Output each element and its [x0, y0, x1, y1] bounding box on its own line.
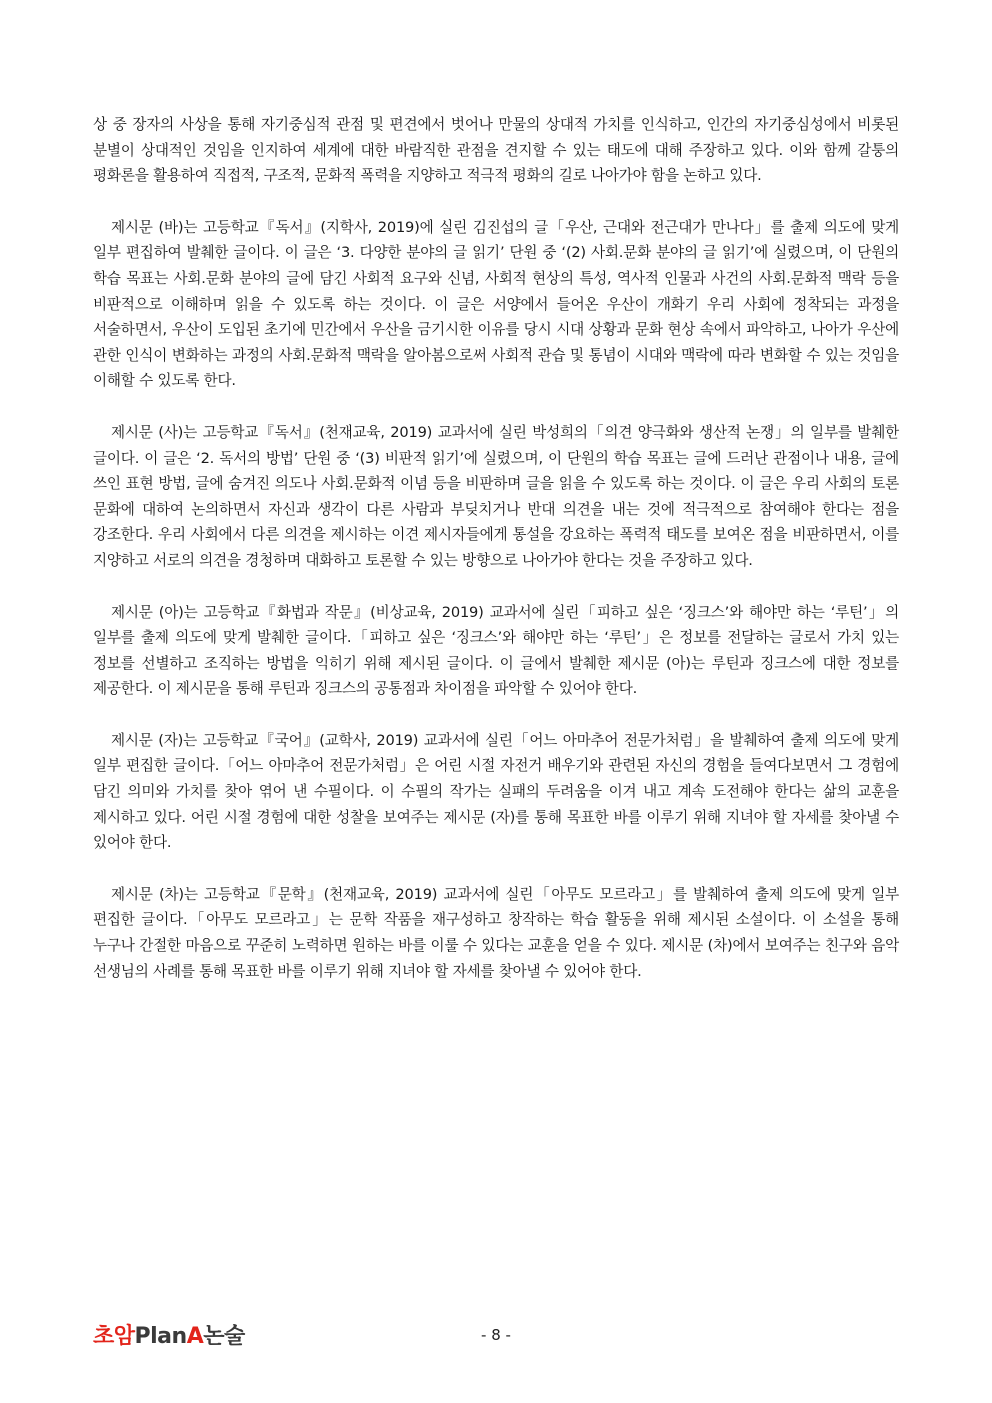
page-number: - 8 - — [481, 1326, 511, 1344]
logo-text-nonsul: 논술 — [203, 1324, 245, 1349]
paragraph-cha: 제시문 (차)는 고등학교『문학』(천재교육, 2019) 교과서에 실린「아무도 모르라고」를 발췌하여 출제 의도에 맞게 일부 편집한 글이다.「아무도 모르라고」는 문학 작품을 재구성하고 창작하는 학습 활동을 위해 제시된 소설이다. 이 소설을 통해 누구나 간절한 마음으로 꾸준히 노력하면 원하는 바를 이룰 수 있다는 교훈을 얻을 수 있다. 제시문 (차)에서 보여주는 친구와 음악 선생님의 사례를 통해 목표한 바를 이루기 위해 지녀야 할 자세를 찾아낼 수 있어야 한다. — [93, 885, 899, 980]
paragraph-ba: 제시문 (바)는 고등학교『독서』(지학사, 2019)에 실린 김진섭의 글「우산, 근대와 전근대가 만나다」를 출제 의도에 맞게 일부 편집하여 발췌한 글이다. 이 글은 ‘3. 다양한 분야의 글 읽기’ 단원 중 ‘(2) 사회.문화 분야의 글 읽기’에 실렸으며, 이 단원의 학습 목표는 사회.문화 분야의 글에 담긴 사회적 요구와 신념, 사회적 현상의 특성, 역사적 인물과 사건의 사회.문화적 맥락 등을 비판적으로 이해하며 읽을 수 있도록 하는 것이다. 이 글은 서양에서 들어온 우산이 개화기 우리 사회에 정착되는 과정을 서술하면서, 우산이 도입된 초기에 민간에서 우산을 금기시한 이유를 당시 시대 상황과 문화 현상 속에서 파악하고, 나아가 우산에 관한 인식이 변화하는 과정의 사회.문화적 맥락을 알아봄으로써 사회적 관습 및 통념이 시대와 맥락에 따라 변화할 수 있는 것임을 이해할 수 있도록 한다. — [93, 218, 899, 390]
page-footer — [93, 1322, 899, 1362]
paragraph-ja: 제시문 (자)는 고등학교『국어』(교학사, 2019) 교과서에 실린「어느 아마추어 전문가처럼」을 발췌하여 출제 의도에 맞게 일부 편집한 글이다.「어느 아마추어 전문가처럼」은 어린 시절 자전거 배우기와 관련된 자신의 경험을 들여다보면서 그 경험에 담긴 의미와 가치를 찾아 엮어 낸 수필이다. 이 수필의 작가는 실패의 두려움을 이겨 내고 계속 도전해야 한다는 삶의 교훈을 제시하고 있다. 어린 시절 경험에 대한 성찰을 보여주는 제시문 (자)를 통해 목표한 바를 이루기 위해 지녀야 할 자세를 찾아낼 수 있어야 한다. — [93, 731, 899, 852]
paragraph-a: 제시문 (아)는 고등학교『화법과 작문』(비상교육, 2019) 교과서에 실린「피하고 싶은 ‘징크스’와 해야만 하는 ‘루틴’」의 일부를 출제 의도에 맞게 발췌한 글이다.「피하고 싶은 ‘징크스’와 해야만 하는 ‘루틴’」은 정보를 전달하는 글로서 가치 있는 정보를 선별하고 조직하는 방법을 익히기 위해 제시된 글이다. 이 글에서 발췌한 제시문 (아)는 루틴과 징크스에 대한 정보를 제공한다. 이 제시문을 통해 루틴과 징크스의 공통점과 차이점을 파악할 수 있어야 한다. — [93, 603, 899, 698]
logo-text-plan: Plan — [134, 1324, 187, 1349]
logo-text-choam: 초암 — [93, 1324, 135, 1349]
paragraph-sa: 제시문 (사)는 고등학교『독서』(천재교육, 2019) 교과서에 실린 박성희의「의견 양극화와 생산적 논쟁」의 일부를 발췌한 글이다. 이 글은 ‘2. 독서의 방법’ 단원 중 ‘(3) 비판적 읽기’에 실렸으며, 이 단원의 학습 목표는 글에 드러난 관점이나 내용, 글에 쓰인 표현 방법, 글에 숨겨진 의도나 사회.문화적 이념 등을 비판하며 글을 읽을 수 있도록 하는 것이다. 이 글은 우리 사회의 토론 문화에 대하여 논의하면서 자신과 생각이 다른 사람과 부딪치거나 반대 의견을 내는 것에 적극적으로 참여해야 한다는 점을 강조한다. 우리 사회에서 다른 의견을 제시하는 이견 제시자들에게 통설을 강요하는 폭력적 태도를 보여온 점을 비판하면서, 이를 지양하고 서로의 의견을 경청하며 대화하고 토론할 수 있는 방향으로 나아가야 한다는 것을 주장하고 있다. — [93, 423, 899, 569]
paragraph-continuation: 상 중 장자의 사상을 통해 자기중심적 관점 및 편견에서 벗어나 만물의 상대적 가치를 인식하고, 인간의 자기중심성에서 비롯된 분별이 상대적인 것임을 인지하여 세계에 대한 바람직한 관점을 견지할 수 있는 태도에 대해 주장하고 있다. 이와 함께 갈퉁의 평화론을 활용하여 직접적, 구조적, 문화적 폭력을 지양하고 적극적 평화의 길로 나아가야 함을 논하고 있다. — [93, 116, 899, 185]
logo-text-a: A — [186, 1324, 204, 1349]
document-body — [93, 112, 899, 1010]
